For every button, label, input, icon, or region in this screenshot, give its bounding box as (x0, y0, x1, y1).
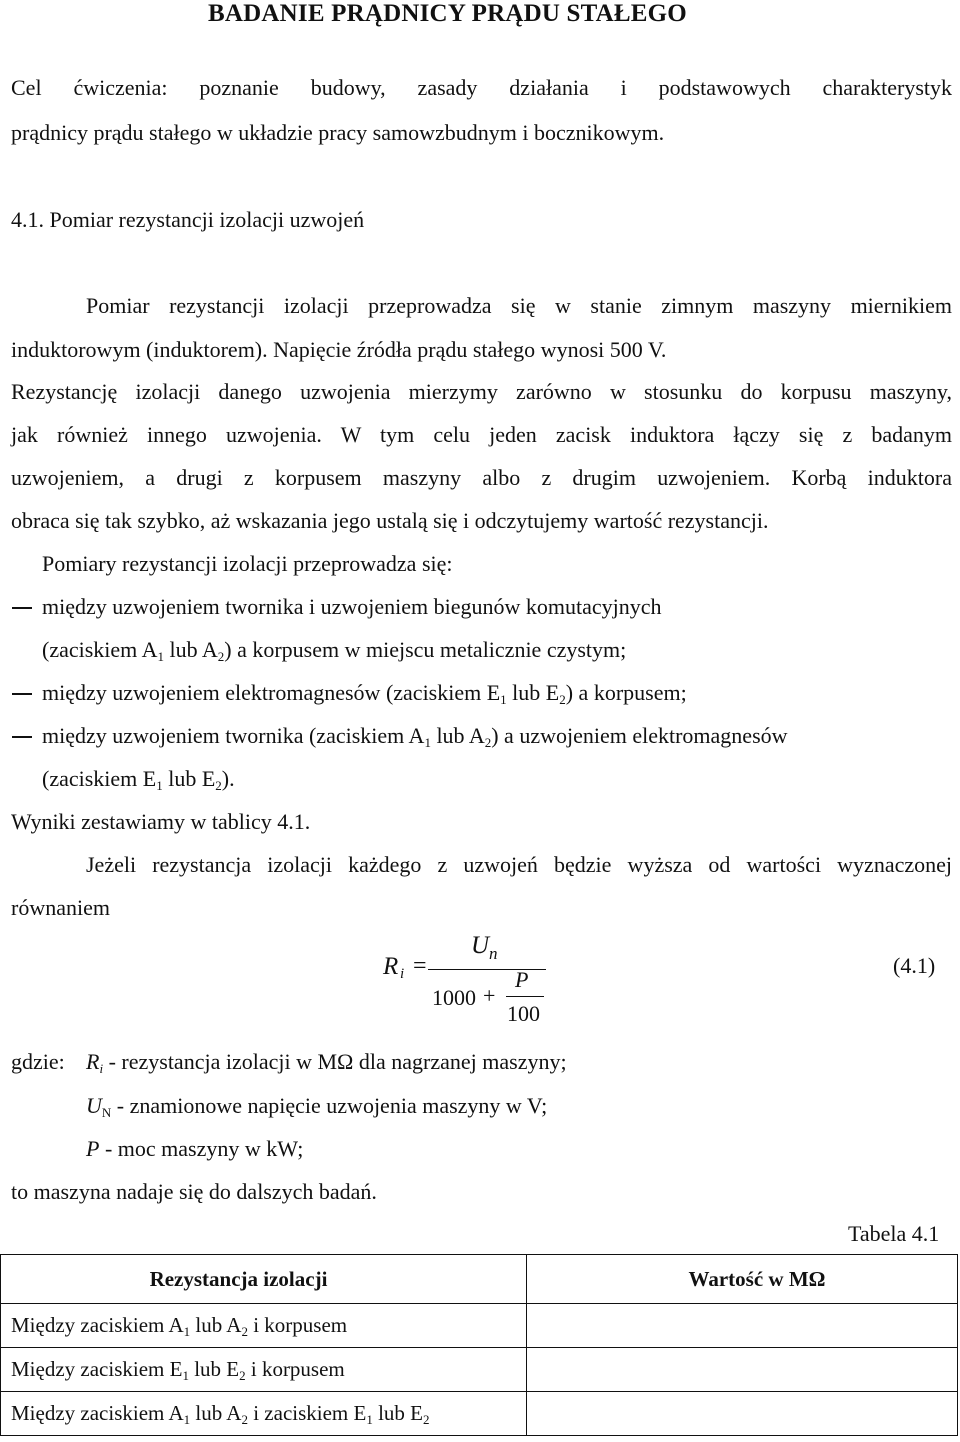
fraction-bar-inner (506, 996, 544, 997)
bullet3-line2: (zaciskiem $E_1$ lub $E_2$). (42, 766, 235, 793)
para1-line-4: jak również innego uzwojenia. W tym celu jeden zacisk induktora łączy się z badanym (11, 422, 952, 447)
para1-line-5: uzwojeniem, a drugi z korpusem maszyny albo z drugim uzwojeniem. Korbą induktora (11, 465, 952, 490)
table-cell-label: Między zaciskiem $E_1$ lub $E_2$ i korpusem (1, 1348, 527, 1392)
bullet1-line2: (zaciskiem $A_1$ lub $A_2$) a korpusem w miejscu metalicznie czystym; (42, 637, 627, 664)
para3-line-1: Jeżeli rezystancja izolacji każdego z uzwojeń będzie wyższa od wartości wyznaczonej (86, 852, 952, 877)
table-header-row (1, 1255, 958, 1304)
formula-U: U (471, 932, 490, 959)
para3-line-2: równaniem (11, 895, 110, 920)
bullet-dash (12, 607, 32, 609)
aim-line-1: Cel ćwiczenia: poznanie budowy, zasady działania i podstawowych charakterystyk (11, 75, 952, 100)
para2-intro: Pomiary rezystancji izolacji przeprowadza się: (42, 551, 453, 576)
legend-row-ri: $R_i$ - rezystancja izolacji w MΩ dla nagrzanej maszyny; (86, 1049, 567, 1076)
table-row (1, 1304, 958, 1348)
para1-line-6: obraca się tak szybko, aż wskazania jego ustalą się i odczytujemy wartość rezystancji. (11, 508, 769, 533)
results-line: Wyniki zestawiamy w tablicy 4.1. (11, 809, 311, 834)
bullet-dash (12, 693, 32, 695)
table-cell-label: Między zaciskiem $A_1$ lub $A_2$ i zaciskiem $E_1$ lub $E_2$ (1, 1392, 527, 1436)
formula-number: (4.1) (893, 953, 936, 978)
formula-equals: = (413, 953, 427, 979)
bullet3-line1: między uzwojeniem twornika (zaciskiem $A_1$ lub $A_2$) a uzwojeniem elektromagnesów (42, 723, 788, 750)
formula-1000: 1000 (432, 985, 476, 1010)
legend-row-un: $U_N$ - znamionowe napięcie uzwojenia maszyny w V; (86, 1093, 548, 1120)
table-header-value: Wartość w MΩ (527, 1255, 958, 1304)
formula-100: 100 (507, 1001, 540, 1026)
table-header-resistance: Rezystancja izolacji (1, 1255, 527, 1304)
table-row (1, 1392, 958, 1436)
para1-line-2: induktorowym (induktorem). Napięcie źródła prądu stałego wynosi 500 V. (11, 337, 667, 362)
table-cell-value[interactable] (527, 1348, 958, 1392)
results-table (0, 1254, 958, 1436)
legend-gdzie: gdzie: (11, 1049, 65, 1074)
formula-R: R (383, 953, 399, 980)
table-row (1, 1348, 958, 1392)
conclusion: to maszyna nadaje się do dalszych badań. (11, 1179, 377, 1204)
table-cell-value[interactable] (527, 1392, 958, 1436)
table-caption: Tabela 4.1 (848, 1221, 940, 1246)
formula-P: P (515, 967, 529, 992)
bullet-dash (12, 736, 32, 738)
formula-n: n (489, 944, 498, 963)
bullet1-line1: między uzwojeniem twornika i uzwojeniem biegunów komutacyjnych (42, 594, 662, 619)
page-title: BADANIE PRĄDNICY PRĄDU STAŁEGO (208, 0, 687, 27)
aim-line-2: prądnicy prądu stałego w układzie pracy samowzbudnym i bocznikowym. (11, 120, 665, 145)
section-heading: 4.1. Pomiar rezystancji izolacji uzwojeń (11, 207, 365, 232)
table-cell-label: Między zaciskiem $A_1$ lub $A_2$ i korpusem (1, 1304, 527, 1348)
para1-line-1: Pomiar rezystancji izolacji przeprowadza się w stanie zimnym maszyny miernikiem (86, 293, 952, 318)
bullet2-line: między uzwojeniem elektromagnesów (zaciskiem $E_1$ lub $E_2$) a korpusem; (42, 680, 687, 707)
para1-line-3: Rezystancję izolacji danego uzwojenia mierzymy zarówno w stosunku do korpusu maszyny, (11, 379, 952, 404)
formula-plus: + (483, 983, 496, 1008)
legend-row-p: P - moc maszyny w kW; (86, 1136, 304, 1161)
table-cell-value[interactable] (527, 1304, 958, 1348)
formula-i: i (400, 966, 405, 982)
